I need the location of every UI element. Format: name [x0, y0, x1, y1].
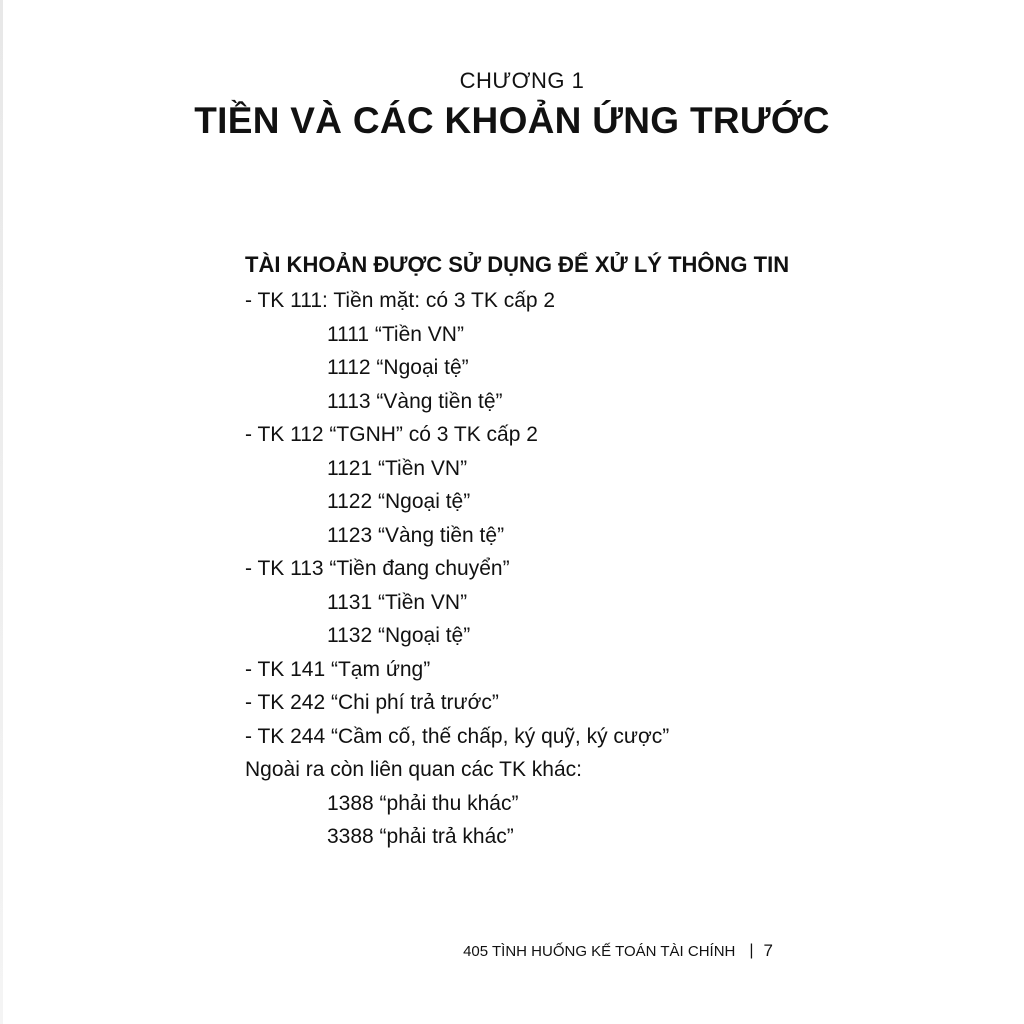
- chapter-title: TIỀN VÀ CÁC KHOẢN ỨNG TRƯỚC: [194, 100, 830, 141]
- account-line: - TK 244 “Cầm cố, thế chấp, ký quỹ, ký cược”: [245, 724, 670, 748]
- sub-account-line: 1122 “Ngoại tệ”: [327, 490, 471, 513]
- account-line: Ngoài ra còn liên quan các TK khác:: [245, 758, 582, 781]
- account-line: - TK 242 “Chi phí trả trước”: [245, 691, 499, 714]
- account-line: - TK 112 “TGNH” có 3 TK cấp 2: [245, 423, 538, 446]
- section-heading: TÀI KHOẢN ĐƯỢC SỬ DỤNG ĐỂ XỬ LÝ THÔNG TIN: [245, 252, 790, 277]
- sub-account-line: 1121 “Tiền VN”: [327, 456, 468, 480]
- sub-account-line: 1111 “Tiền VN”: [327, 322, 464, 346]
- page-footer: [463, 941, 773, 961]
- footer-book-title: 405 TÌNH HUỐNG KẾ TOÁN TÀI CHÍNH: [463, 942, 736, 960]
- sub-account-line: 1113 “Vàng tiền tệ”: [327, 389, 503, 413]
- sub-account-line: 1388 “phải thu khác”: [327, 791, 519, 815]
- chapter-label: CHƯƠNG 1: [459, 68, 585, 93]
- sub-account-line: 1112 “Ngoại tệ”: [327, 356, 469, 379]
- account-line: - TK 141 “Tạm ứng”: [245, 657, 431, 681]
- sub-account-line: 1123 “Vàng tiền tệ”: [327, 523, 505, 547]
- sub-account-line: 3388 “phải trả khác”: [327, 825, 514, 848]
- sub-account-line: 1132 “Ngoại tệ”: [327, 624, 471, 647]
- account-line: - TK 113 “Tiền đang chuyển”: [245, 557, 510, 580]
- account-line: - TK 111: Tiền mặt: có 3 TK cấp 2: [245, 289, 556, 312]
- sub-account-line: 1131 “Tiền VN”: [327, 590, 468, 614]
- footer-separator: |: [749, 942, 754, 959]
- account-list: [0, 284, 1024, 854]
- page-number: 7: [763, 941, 773, 960]
